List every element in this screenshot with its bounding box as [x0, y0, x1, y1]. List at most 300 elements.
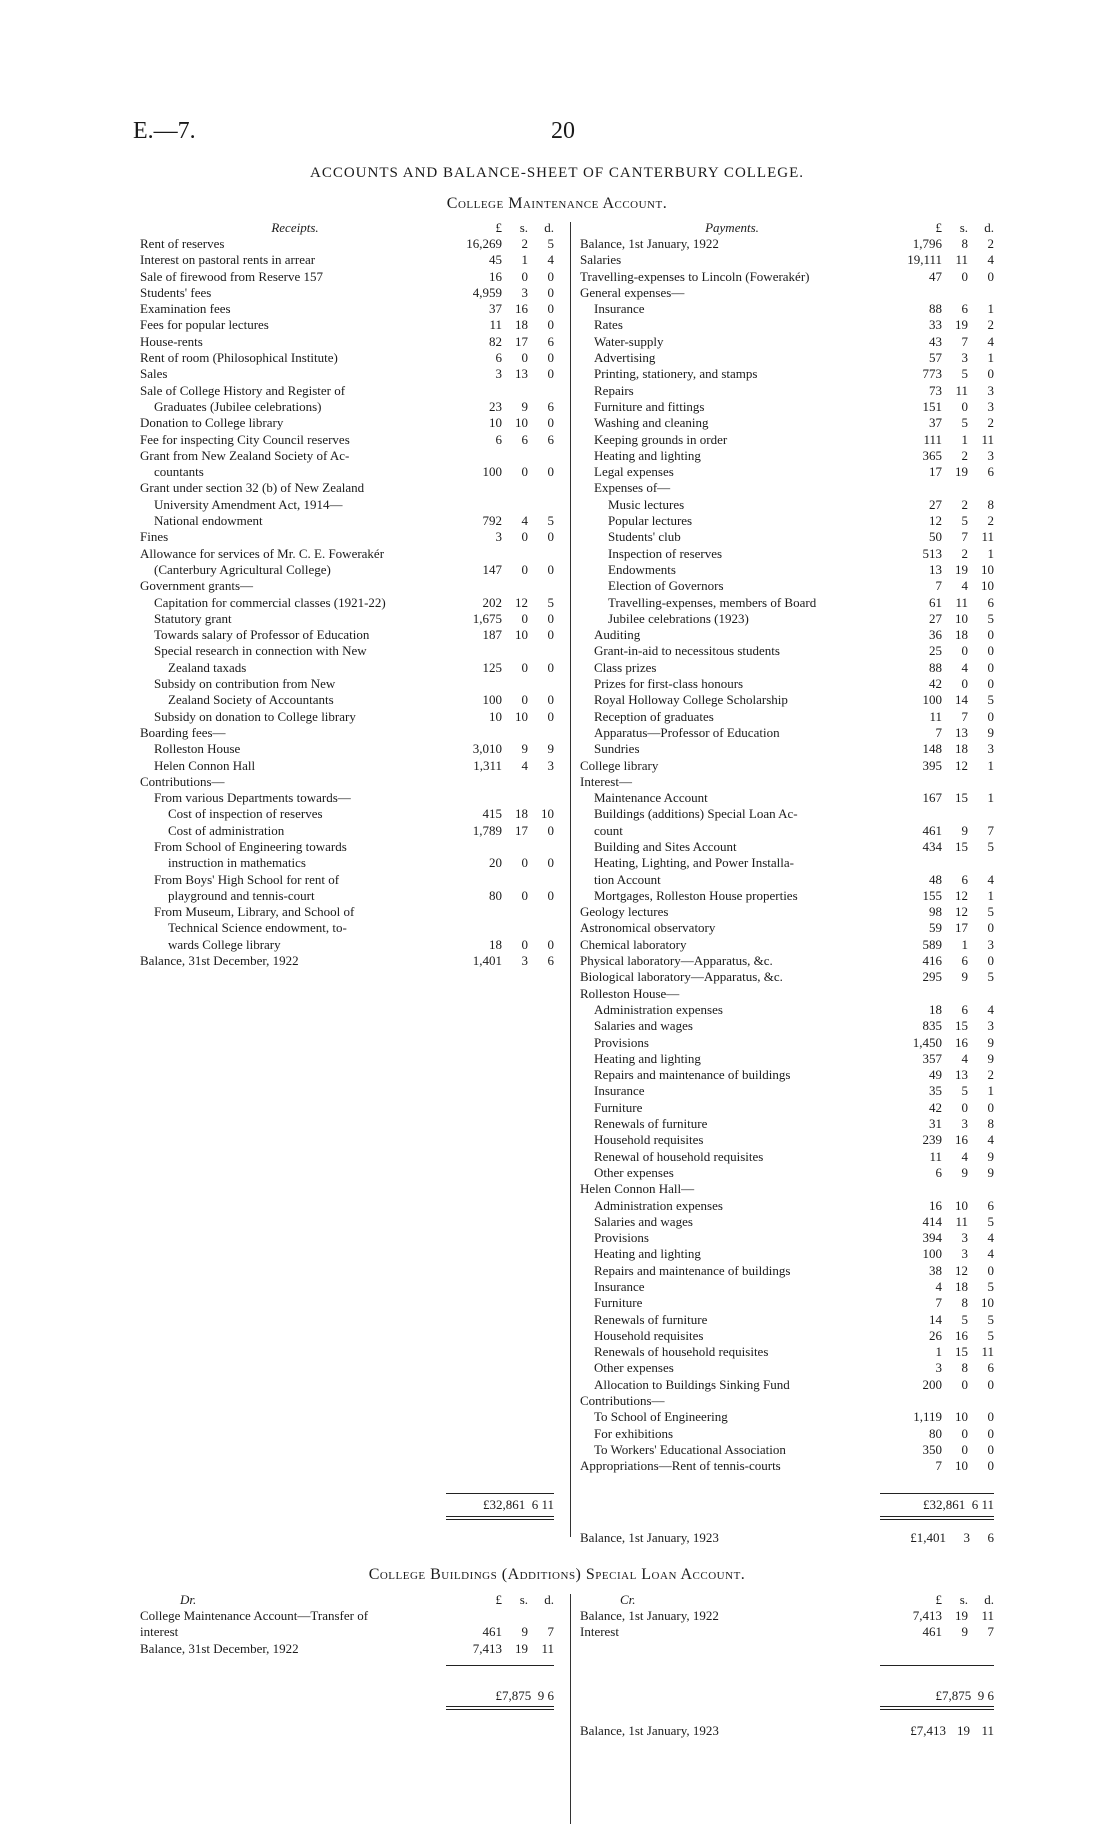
- entry-pounds: 100: [922, 692, 942, 708]
- entry-description: Washing and cleaning: [594, 415, 709, 431]
- entry-pence: 8: [987, 496, 994, 512]
- entry-pence: [528, 725, 554, 741]
- entry-shillings: 12: [955, 757, 968, 773]
- entry-shillings: [942, 806, 968, 822]
- entry-description: playground and tennis-court: [168, 887, 315, 903]
- entry-pounds: 295: [922, 969, 942, 985]
- entry-pence: 0: [547, 366, 554, 382]
- entry-pounds: [450, 448, 502, 464]
- payment-row: [580, 823, 994, 839]
- entry-shillings: 0: [521, 692, 528, 708]
- entry-description: Rolleston House—: [580, 985, 680, 1001]
- entry-shillings: 9: [961, 1624, 968, 1640]
- balance-shillings: 3: [963, 1530, 970, 1545]
- receipt-row: [140, 269, 554, 285]
- payment-row: [580, 1051, 994, 1067]
- entry-pounds: 350: [922, 1441, 942, 1457]
- entry-pence: 1: [987, 887, 994, 903]
- entry-pounds: 202: [482, 594, 502, 610]
- total-rule: [880, 1706, 994, 1707]
- entry-description: (Canterbury Agricultural College): [154, 561, 331, 577]
- payment-row: [580, 562, 994, 578]
- receipt-row: [140, 497, 554, 513]
- payment-row: [580, 317, 994, 333]
- entry-pounds: 73: [929, 382, 942, 398]
- entry-description: wards College library: [168, 936, 281, 952]
- receipts-total: [430, 1497, 554, 1513]
- dr-total-pounds: £7,875: [495, 1688, 532, 1703]
- balance-shillings: 19: [957, 1723, 970, 1738]
- entry-pence: 0: [547, 284, 554, 300]
- receipt-row: [140, 855, 554, 871]
- entry-pounds: [450, 920, 502, 936]
- entry-description: Students' fees: [140, 284, 212, 300]
- entry-pounds: 10: [489, 708, 502, 724]
- payment-row: [580, 1426, 994, 1442]
- payment-row: [580, 1442, 994, 1458]
- entry-pounds: 4,959: [472, 284, 502, 300]
- entry-pounds: 167: [922, 790, 942, 806]
- entry-description: Balance, 1st January, 1922: [580, 236, 719, 251]
- entry-pence: 0: [547, 822, 554, 838]
- payment-row: [580, 1328, 994, 1344]
- entry-pence: [528, 904, 554, 920]
- payment-row: [580, 953, 994, 969]
- entry-shillings: 18: [955, 741, 968, 757]
- receipt-row: [140, 513, 554, 529]
- entry-shillings: 0: [961, 643, 968, 659]
- entry-pence: 4: [987, 1246, 994, 1262]
- receipt-row: [140, 904, 554, 920]
- entry-description: From various Departments towards—: [154, 790, 351, 806]
- entry-description: Heating and lighting: [594, 1246, 701, 1262]
- entry-pounds: 7: [935, 1295, 942, 1311]
- entry-pounds: 13: [929, 561, 942, 577]
- entry-shillings: 4: [961, 1050, 968, 1066]
- entry-pence: 4: [987, 252, 994, 268]
- entry-description: Fee for inspecting City Council reserves: [140, 431, 350, 447]
- payment-row: [580, 904, 994, 920]
- entry-pounds: 7,413: [912, 1608, 942, 1623]
- receipts-label: Receipts.: [271, 220, 319, 235]
- entry-pounds: 7: [935, 578, 942, 594]
- entry-pounds: 3: [495, 366, 502, 382]
- entry-shillings: 12: [515, 594, 528, 610]
- payment-row: [580, 334, 994, 350]
- payments-column: [580, 220, 994, 1475]
- entry-shillings: 9: [521, 398, 528, 414]
- entry-pounds: 16,269: [466, 236, 502, 251]
- entry-pence: 3: [987, 1018, 994, 1034]
- receipt-row: [140, 301, 554, 317]
- receipt-row: [140, 595, 554, 611]
- receipt-row: [140, 317, 554, 333]
- entry-pounds: 18: [929, 1001, 942, 1017]
- entry-pounds: 88: [929, 301, 942, 317]
- entry-shillings: 2: [961, 447, 968, 463]
- entry-description: Buildings (additions) Special Loan Ac-: [594, 806, 798, 822]
- receipts-header: [140, 220, 554, 236]
- entry-pence: 0: [547, 301, 554, 317]
- payments-list: [580, 236, 994, 1475]
- entry-description: Capitation for commercial classes (1921-22): [154, 594, 386, 610]
- payment-row: [580, 1230, 994, 1246]
- entry-pounds: 33: [929, 317, 942, 333]
- entry-shillings: [942, 1181, 968, 1197]
- entry-pounds: 151: [922, 398, 942, 414]
- entry-pence: 11: [541, 1640, 554, 1656]
- entry-pence: 0: [547, 464, 554, 480]
- entry-description: Zealand taxads: [168, 659, 247, 675]
- total-rule: [446, 1519, 554, 1520]
- entry-pounds: [450, 725, 502, 741]
- payment-row: [580, 1165, 994, 1181]
- entry-pounds: 461: [482, 1624, 502, 1640]
- entry-description: Rent of reserves: [140, 236, 225, 251]
- receipts-total-pence: 11: [541, 1497, 554, 1512]
- entry-description: Provisions: [594, 1230, 649, 1246]
- entry-shillings: 4: [521, 513, 528, 529]
- entry-pence: 0: [547, 887, 554, 903]
- entry-shillings: 5: [961, 513, 968, 529]
- entry-shillings: 7: [961, 529, 968, 545]
- payment-row: [580, 1393, 994, 1409]
- entry-pence: 2: [987, 317, 994, 333]
- entry-description: Prizes for first-class honours: [594, 676, 744, 692]
- entry-shillings: 16: [955, 1034, 968, 1050]
- entry-pounds: [884, 806, 942, 822]
- cr-total-pence: 6: [987, 1688, 994, 1703]
- entry-shillings: 16: [955, 1327, 968, 1343]
- entry-description: Heating, Lighting, and Power Installa-: [594, 855, 795, 871]
- entry-description: Furniture: [594, 1295, 643, 1311]
- entry-pence: 0: [547, 529, 554, 545]
- entry-description: Contributions—: [580, 1393, 665, 1409]
- receipts-total-pounds: £32,861: [482, 1497, 526, 1512]
- total-rule: [880, 1519, 994, 1520]
- entry-pence: 4: [987, 1230, 994, 1246]
- entry-pence: 6: [987, 464, 994, 480]
- entry-pounds: 11: [929, 1148, 942, 1164]
- entry-shillings: [502, 448, 528, 464]
- entry-pence: 11: [981, 431, 994, 447]
- entry-description: Appropriations—Rent of tennis-courts: [580, 1458, 781, 1474]
- entry-shillings: 10: [955, 1458, 968, 1474]
- receipt-row: [140, 350, 554, 366]
- entry-shillings: 13: [515, 366, 528, 382]
- entry-pence: 3: [987, 398, 994, 414]
- payment-row: [580, 383, 994, 399]
- entry-pounds: [884, 285, 942, 301]
- entry-shillings: 7: [961, 708, 968, 724]
- payment-row: [580, 1198, 994, 1214]
- entry-shillings: 12: [955, 1262, 968, 1278]
- entry-pounds: 461: [922, 1624, 942, 1640]
- payment-row: [580, 1279, 994, 1295]
- entry-description: Students' club: [608, 529, 681, 545]
- entry-pounds: 1,401: [472, 953, 502, 969]
- entry-pence: 0: [547, 627, 554, 643]
- entry-pounds: [884, 480, 942, 496]
- entry-shillings: 13: [955, 1067, 968, 1083]
- payments-total: [860, 1497, 994, 1513]
- entry-description: Balance, 1st January, 1922: [580, 1608, 719, 1623]
- entry-pounds: 589: [922, 936, 942, 952]
- payment-row: [580, 1116, 994, 1132]
- payment-row: [580, 285, 994, 301]
- entry-pounds: 200: [922, 1376, 942, 1392]
- entry-pence: 0: [547, 415, 554, 431]
- entry-description: Donation to College library: [140, 415, 284, 431]
- payment-row: [580, 595, 994, 611]
- total-rule: [446, 1516, 554, 1517]
- receipt-row: [140, 806, 554, 822]
- entry-pounds: 36: [929, 627, 942, 643]
- pound-header: £: [935, 1592, 942, 1607]
- entry-pounds: 239: [922, 1132, 942, 1148]
- entry-shillings: 15: [955, 1344, 968, 1360]
- entry-shillings: 16: [515, 301, 528, 317]
- payment-row: [580, 399, 994, 415]
- loan-balance-forward: [580, 1723, 994, 1739]
- entry-pounds: 35: [929, 1083, 942, 1099]
- entry-pence: [968, 774, 994, 790]
- entry-shillings: [502, 497, 528, 513]
- entry-shillings: 0: [521, 610, 528, 626]
- entry-pounds: 100: [482, 464, 502, 480]
- entry-shillings: 19: [955, 464, 968, 480]
- shilling-header: s.: [519, 220, 528, 235]
- payment-row: [580, 513, 994, 529]
- entry-shillings: 9: [961, 822, 968, 838]
- receipts-column: [140, 220, 554, 969]
- debit-row: [140, 1624, 554, 1640]
- entry-pence: 6: [547, 431, 554, 447]
- entry-shillings: 6: [961, 953, 968, 969]
- entry-description: Endowments: [608, 561, 676, 577]
- receipt-row: [140, 285, 554, 301]
- entry-pence: 6: [547, 333, 554, 349]
- entry-pounds: 111: [923, 431, 942, 447]
- entry-pence: [528, 643, 554, 659]
- pence-header: d.: [544, 1592, 554, 1607]
- entry-description: Printing, stationery, and stamps: [594, 366, 758, 382]
- entry-shillings: [942, 986, 968, 1002]
- entry-pence: 6: [987, 594, 994, 610]
- entry-description: Grant from New Zealand Society of Ac-: [140, 447, 350, 463]
- entry-pounds: 61: [929, 594, 942, 610]
- payment-row: [580, 660, 994, 676]
- entry-pounds: [450, 774, 502, 790]
- entry-description: Cost of inspection of reserves: [168, 806, 323, 822]
- entry-pounds: [450, 383, 502, 399]
- entry-pence: 3: [547, 757, 554, 773]
- credit-row: [580, 1624, 994, 1640]
- payment-row: [580, 546, 994, 562]
- entry-shillings: 19: [955, 1608, 968, 1623]
- entry-shillings: 12: [955, 887, 968, 903]
- entry-shillings: 0: [961, 1425, 968, 1441]
- entry-pence: 0: [987, 953, 994, 969]
- receipts-list: [140, 236, 554, 969]
- entry-shillings: [502, 872, 528, 888]
- payments-total-pence: 11: [981, 1497, 994, 1512]
- entry-pence: 6: [547, 398, 554, 414]
- entry-pence: 2: [987, 513, 994, 529]
- receipt-row: [140, 399, 554, 415]
- entry-pounds: 6: [495, 350, 502, 366]
- entry-shillings: [502, 725, 528, 741]
- entry-shillings: 8: [961, 1295, 968, 1311]
- entry-shillings: [502, 546, 528, 562]
- payment-row: [580, 1214, 994, 1230]
- entry-pounds: [450, 1608, 502, 1624]
- entry-pounds: 394: [922, 1230, 942, 1246]
- receipt-row: [140, 627, 554, 643]
- entry-pence: [528, 774, 554, 790]
- entry-pence: 6: [987, 1360, 994, 1376]
- payment-row: [580, 301, 994, 317]
- entry-pounds: 27: [929, 610, 942, 626]
- entry-description: Provisions: [594, 1034, 649, 1050]
- loan-account-title: College Buildings (Additions) Special Loan Account.: [368, 1566, 746, 1583]
- payment-row: [580, 1263, 994, 1279]
- entry-description: Allocation to Buildings Sinking Fund: [594, 1376, 790, 1392]
- payment-row: [580, 1344, 994, 1360]
- payment-row: [580, 1409, 994, 1425]
- entry-pounds: 48: [929, 871, 942, 887]
- entry-pounds: 1,450: [912, 1034, 942, 1050]
- cr-total-pounds: £7,875: [935, 1688, 972, 1703]
- entry-pounds: 100: [922, 1246, 942, 1262]
- entry-description: Election of Governors: [608, 578, 724, 594]
- entry-description: Auditing: [594, 627, 641, 643]
- total-rule: [880, 1665, 994, 1666]
- entry-shillings: 3: [961, 350, 968, 366]
- entry-shillings: 11: [955, 382, 968, 398]
- entry-pence: 7: [987, 822, 994, 838]
- entry-pence: 7: [547, 1624, 554, 1640]
- receipt-row: [140, 432, 554, 448]
- pound-header: £: [495, 1592, 502, 1607]
- debit-row: [140, 1608, 554, 1624]
- entry-shillings: [942, 285, 968, 301]
- entry-pence: 0: [987, 1425, 994, 1441]
- entry-pence: 0: [987, 708, 994, 724]
- entry-pounds: 18: [489, 936, 502, 952]
- entry-shillings: 2: [521, 236, 528, 251]
- entry-shillings: 11: [955, 1213, 968, 1229]
- receipt-row: [140, 888, 554, 904]
- entry-pence: 1: [987, 1083, 994, 1099]
- entry-description: House-rents: [140, 333, 203, 349]
- entry-pounds: [450, 497, 502, 513]
- entry-pence: 4: [987, 871, 994, 887]
- column-divider: [570, 222, 571, 1537]
- entry-description: Balance, 31st December, 1922: [140, 953, 299, 969]
- entry-pounds: 434: [922, 838, 942, 854]
- entry-pounds: 147: [482, 561, 502, 577]
- credit-row: [580, 1608, 994, 1624]
- entry-shillings: 0: [521, 350, 528, 366]
- entry-pounds: 42: [929, 1099, 942, 1115]
- entry-pounds: 17: [929, 464, 942, 480]
- entry-pounds: 357: [922, 1050, 942, 1066]
- entry-pounds: 11: [929, 708, 942, 724]
- entry-shillings: 0: [961, 1099, 968, 1115]
- entry-pence: [528, 839, 554, 855]
- entry-description: tion Account: [594, 871, 661, 887]
- total-rule: [446, 1709, 554, 1710]
- entry-pence: 5: [547, 594, 554, 610]
- entry-description: College library: [580, 757, 659, 773]
- entry-pence: 2: [987, 1067, 994, 1083]
- entry-shillings: 11: [955, 252, 968, 268]
- payment-row: [580, 1360, 994, 1376]
- entry-pence: 5: [987, 1213, 994, 1229]
- entry-shillings: [502, 1608, 528, 1624]
- entry-description: Renewals of household requisites: [594, 1344, 769, 1360]
- entry-shillings: 4: [961, 578, 968, 594]
- entry-pence: 5: [987, 1327, 994, 1343]
- entry-pounds: 187: [482, 627, 502, 643]
- entry-description: Examination fees: [140, 301, 231, 317]
- entry-shillings: 9: [521, 741, 528, 757]
- payment-row: [580, 855, 994, 871]
- total-rule: [880, 1493, 994, 1494]
- entry-pence: 11: [981, 1608, 994, 1623]
- receipt-row: [140, 383, 554, 399]
- payment-row: [580, 676, 994, 692]
- entry-pence: 9: [547, 741, 554, 757]
- entry-pence: 0: [987, 627, 994, 643]
- receipt-row: [140, 920, 554, 936]
- receipt-row: [140, 448, 554, 464]
- entry-pence: 5: [987, 1311, 994, 1327]
- entry-description: Heating and lighting: [594, 1050, 701, 1066]
- entry-shillings: 3: [961, 1116, 968, 1132]
- payment-row: [580, 774, 994, 790]
- entry-description: countants: [154, 464, 204, 480]
- payments-header: [580, 220, 994, 236]
- receipt-row: [140, 741, 554, 757]
- entry-pence: 0: [987, 659, 994, 675]
- receipt-row: [140, 464, 554, 480]
- entry-pounds: 50: [929, 529, 942, 545]
- entry-shillings: 8: [961, 236, 968, 251]
- entry-shillings: 3: [961, 1230, 968, 1246]
- entry-pence: 6: [987, 1197, 994, 1213]
- entry-shillings: 7: [961, 333, 968, 349]
- entry-pence: [968, 806, 994, 822]
- entry-shillings: 4: [961, 1148, 968, 1164]
- entry-shillings: 14: [955, 692, 968, 708]
- entry-pence: 3: [987, 447, 994, 463]
- balance-pence: 6: [987, 1530, 994, 1545]
- entry-pence: 0: [987, 1376, 994, 1392]
- receipt-row: [140, 643, 554, 659]
- entry-pounds: 513: [922, 545, 942, 561]
- payment-row: [580, 252, 994, 268]
- receipt-row: [140, 790, 554, 806]
- entry-description: Mortgages, Rolleston House properties: [594, 887, 798, 903]
- entry-pounds: 416: [922, 953, 942, 969]
- entry-description: Heating and lighting: [594, 447, 701, 463]
- entry-description: Insurance: [594, 1083, 645, 1099]
- entry-pence: [528, 480, 554, 496]
- entry-pence: 0: [547, 659, 554, 675]
- entry-pounds: 43: [929, 333, 942, 349]
